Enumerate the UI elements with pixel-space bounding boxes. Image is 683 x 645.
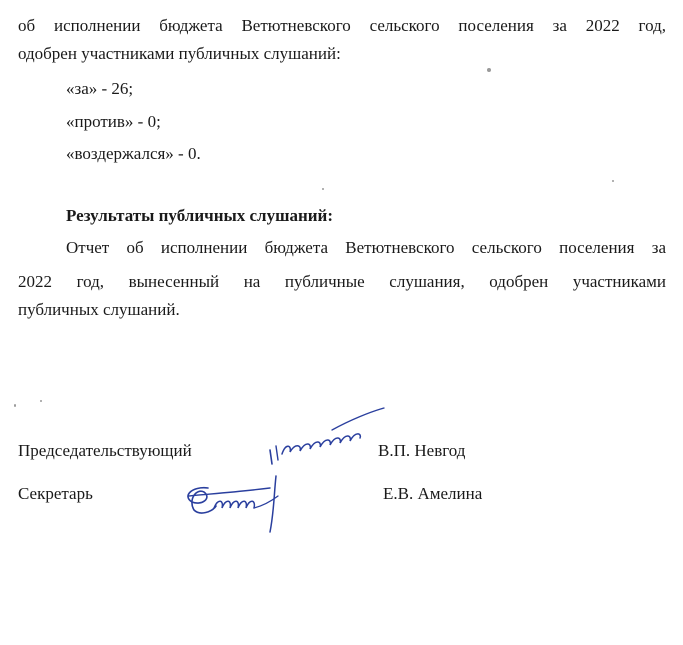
scan-speck	[612, 180, 614, 182]
secretary-title: Секретарь	[18, 484, 93, 503]
chair-title: Председательствующий	[18, 441, 192, 460]
chair-signature-icon	[262, 402, 392, 472]
vote-for: «за» - 26;	[66, 79, 134, 98]
scan-speck	[487, 68, 491, 72]
secretary-name: Е.В. Амелина	[383, 484, 483, 503]
results-heading: Результаты публичных слушаний:	[66, 206, 333, 225]
scan-speck	[40, 400, 42, 402]
results-line3: публичных слушаний.	[18, 300, 180, 319]
paragraph1-line1: об исполнении бюджета Ветютневского сельского поселения за 2022 год,	[18, 16, 666, 35]
paragraph1-line2: одобрен участниками публичных слушаний:	[18, 44, 341, 63]
scan-speck	[14, 404, 16, 407]
chair-name: В.П. Невгод	[378, 441, 466, 460]
vote-abstained: «воздержался» - 0.	[66, 144, 201, 163]
vote-against: «против» - 0;	[66, 112, 161, 131]
results-line1: Отчет об исполнении бюджета Ветютневского сельского поселения за	[66, 238, 666, 257]
secretary-signature-icon	[178, 466, 298, 546]
scan-speck	[322, 188, 324, 190]
results-line2: 2022 год, вынесенный на публичные слушания, одобрен участниками	[18, 272, 666, 291]
